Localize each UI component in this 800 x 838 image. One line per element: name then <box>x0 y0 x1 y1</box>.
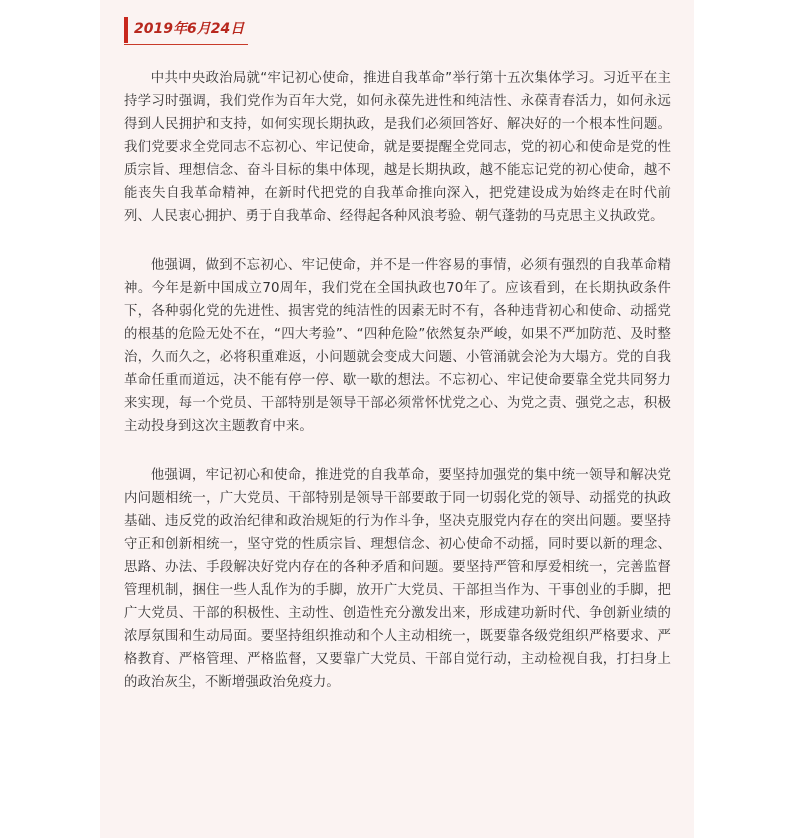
date-header <box>124 14 248 45</box>
article-date: 2019年6月24日 <box>134 21 245 37</box>
paragraph-3: 他强调，牢记初心和使命，推进党的自我革命，要坚持加强党的集中统一领导和解决党内问题相统一，广大党员、干部特别是领导干部要敢于同一切弱化党的领导、动摇党的执政基础、违反党的政治纪律和政治规矩的行为作斗争，坚决克服党内存在的突出问题。要坚持守正和创新相统一，坚守党的性质宗旨、理想信念、初心使命不动摇，同时要以新的理念、思路、办法、手段解决好党内存在的各种矛盾和问题。要坚持严管和厚爱相统一，完善监督管理机制，捆住一些人乱作为的手脚，放开广大党员、干部担当作为、干事创业的手脚，把广大党员、干部的积极性、主动性、创造性充分激发出来，形成建功新时代、争创新业绩的浓厚氛围和生动局面。要坚持组织推动和个人主动相统一，既要靠各级党组织严格要求、严格教育、严格管理、严格监督，又要靠广大党员、干部自觉行动，主动检视自我，打扫身上的政治灰尘，不断增强政治免疫力。 <box>124 468 671 690</box>
article-panel <box>100 0 694 838</box>
paragraph-1: 中共中央政治局就“牢记初心使命，推进自我革命”举行第十五次集体学习。习近平在主持学习时强调，我们党作为百年大党，如何永葆先进性和纯洁性、永葆青春活力，如何永远得到人民拥护和支持，如何实现长期执政，是我们必须回答好、解决好的一个根本性问题。我们党要求全党同志不忘初心、牢记使命，就是要提醒全党同志，党的初心和使命是党的性质宗旨、理想信念、奋斗目标的集中体现，越是长期执政，越不能忘记党的初心使命，越不能丧失自我革命精神，在新时代把党的自我革命推向深入，把党建设成为始终走在时代前列、人民衷心拥护、勇于自我革命、经得起各种风浪考验、朝气蓬勃的马克思主义执政党。 <box>124 71 671 224</box>
date-accent-bar <box>124 17 128 43</box>
paragraph-2: 他强调，做到不忘初心、牢记使命，并不是一件容易的事情，必须有强烈的自我革命精神。今年是新中国成立70周年，我们党在全国执政也70年了。应该看到，在长期执政条件下，各种弱化党的先进性、损害党的纯洁性的因素无时不有，各种违背初心和使命、动摇党的根基的危险无处不在，“四大考验”、“四种危险”依然复杂严峻，如果不严加防范、及时整治，久而久之，必将积重难返，小问题就会变成大问题、小管涌就会沦为大塌方。党的自我革命任重而道远，决不能有停一停、歇一歇的想法。不忘初心、牢记使命要靠全党共同努力来实现，每一个党员、干部特别是领导干部必须常怀忧党之心、为党之责、强党之志，积极主动投身到这次主题教育中来。 <box>124 258 671 434</box>
article-body <box>124 67 671 694</box>
